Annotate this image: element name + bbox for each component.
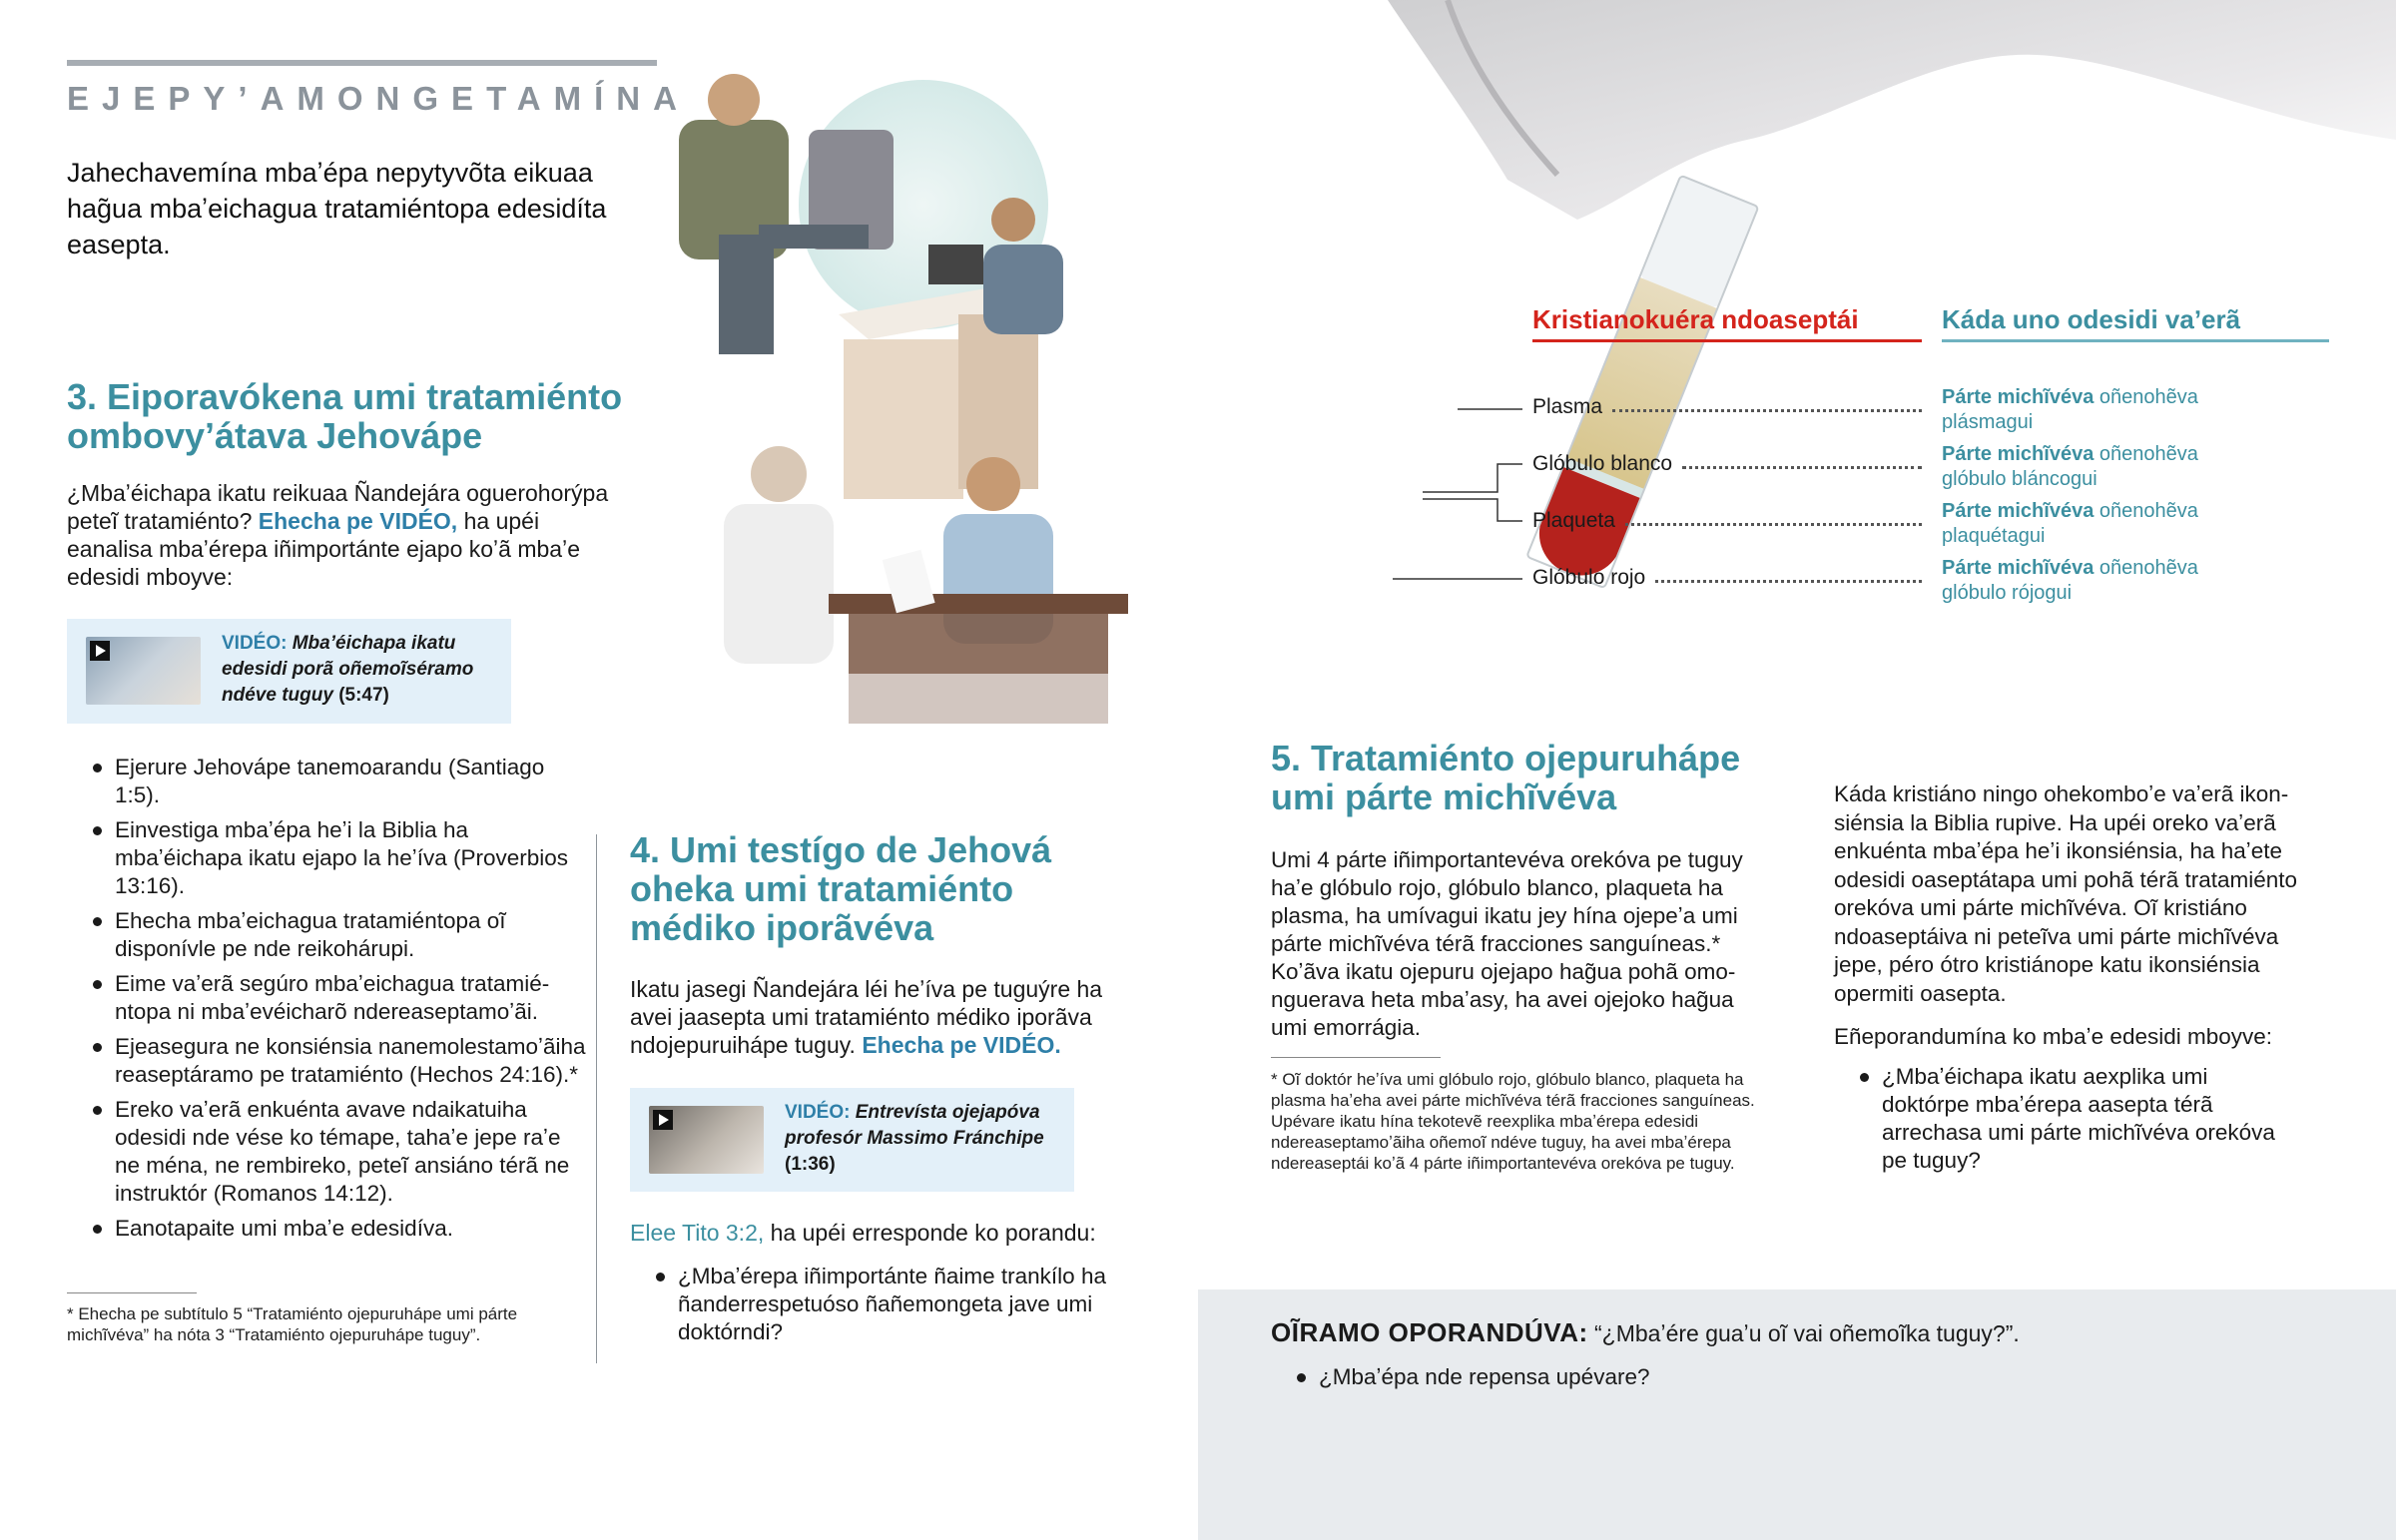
list-item: Ejeasegura ne konsiénsia nanemolestamoʼãiha reaseptáramo pe tratamiénto (Hechos 24:16).* <box>67 1033 586 1089</box>
video-title: Mbaʼéichapa ikatu edesidi porã oñemoĩséramo ndéve tuguy <box>222 633 474 706</box>
list-item: ¿Mbaʼérepa iñimportánte ñaime trankílo ha ñanderrespetuóso ñañemongeta jave umi doktórndi? <box>630 1263 1109 1346</box>
list-item: Ehecha mbaʼeichagua tratamiéntopa oĩ disponívle pe nde reikohárupi. <box>67 907 586 963</box>
watch-video-link[interactable]: Ehecha pe VIDÉO. <box>862 1032 1061 1058</box>
watch-video-link[interactable]: Ehecha pe VIDÉO, <box>258 508 458 534</box>
video-caption: VIDÉO: Entrevísta ojejapóva profesór Massimo Fránchipe (1:36) <box>785 1102 1044 1175</box>
video-duration: (1:36) <box>785 1154 836 1175</box>
component-row <box>1532 395 1922 419</box>
list-item: Eanotapaite umi mbaʼe edesidíva. <box>67 1215 586 1243</box>
component-row <box>1532 452 1922 476</box>
question-list <box>630 1263 1109 1353</box>
list-item: Ereko vaʼerã enkuénta avave ndaikatuiha odesidi nde vése ko témape, tahaʼe jepe raʼe ne ména, ne rembireko, peteĩ ansiáno térã ne instruktór (Romanos 14:12). <box>67 1096 586 1208</box>
footnote: * Oĩ doktór heʼíva umi glóbulo rojo, glóbulo blanco, plaqueta ha plasma haʼeha avei párte michĩvéva térã fracciones sanguíneas. Upévare ikatu hína tekotevẽ reexplika mbaʼérepa edesidi ndereaseptamoʼãiha oñemoĩ ndéve tuguy, ha avei mbaʼérepa ndereaseptái koʼã 4 párte iñimportantevéva orekóva pe tuguy. <box>1271 1070 1755 1173</box>
choice-cell: Párte michĩvéva oñenohẽva plaquétagui <box>1942 500 2198 547</box>
self-question-prompt: Eñeporandumína ko mbaʼe edesidi mboyve: <box>1834 1024 2273 1049</box>
section-4-heading: 4. Umi testígo de Jehová oheka umi tratamiénto médiko iporãvéva <box>630 829 1052 948</box>
choice-cell: Párte michĩvéva oñenohẽva glóbulo rójogui <box>1942 557 2198 604</box>
play-icon[interactable] <box>653 1110 673 1130</box>
video-thumbnail[interactable] <box>86 637 201 705</box>
section-3-heading: 3. Eiporavókena umi tratamiénto ombovyʼátava Jehovápe <box>67 376 623 456</box>
kicker-title: EJEPY’AMONGETAMÍNA <box>67 80 690 117</box>
table-header-not-accepted: Kristianokuéra ndoaseptái <box>1532 304 1859 334</box>
table-header-rule <box>1532 339 1922 342</box>
choice-cell: Párte michĩvéva oñenohẽva plásmagui <box>1942 386 2198 433</box>
section-5-paragraph: Umi 4 párte iñimportantevéva orekóva pe tuguy haʼe glóbulo rojo, glóbulo blanco, plaqueta ha plasma, ha umívagui ikatu jey hína ojepeʼa umi párte michĩvéva térã fracciones sanguíneas.* Koʼãva ikatu ojepuru ojejapo hag̃ua pohã omonguerava heta mbaʼasy, ha avei ojejoko hag̃ua umi emorrágia. <box>1271 847 1743 1040</box>
question-box-prompt: OĨRAMO OPORANDÚVA: “¿Mbaʼére guaʼu oĩ vai oñemoĩka tuguy?”. <box>1271 1317 2020 1347</box>
top-rule <box>67 60 657 66</box>
list-item: ¿Mbaʼépa nde repensa upévare? <box>1271 1363 1970 1391</box>
section-5-heading: 5. Tratamiénto ojepuruhápe umi párte michĩvéva <box>1271 738 1741 817</box>
question-box-label: OĨRAMO OPORANDÚVA: <box>1271 1317 1588 1347</box>
component-label: Plaqueta <box>1532 509 1615 532</box>
component-row <box>1532 566 1922 590</box>
list-item: Einvestiga mbaʼépa heʼi la Biblia ha mbaʼéichapa ikatu ejapo la heʼíva (Proverbios 13:16). <box>67 816 586 900</box>
intro-text: Jahechavemína mbaʼépa nepytyvõta eikuaa hag̃ua mbaʼeichagua tratamiéntopa edesidíta easepta. <box>67 158 607 259</box>
component-label: Glóbulo rojo <box>1532 566 1646 589</box>
conscience-paragraph: Káda kristiáno ningo ohekomboʼe vaʼerã ikonsiénsia la Biblia rupive. Ha upéi oreko vaʼerã enkuénta mbaʼépa heʼi ikonsiénsia, ha haʼete odesidi oaseptátapa umi pohã térã tratamiénto orekóva umi párte michĩvéva. Oĩ kristiáno ndoaseptáiva ni peteĩva umi párte michĩvéva jepe, péro ótro kristiánope katu ikonsiénsia opermiti oasepta. <box>1834 781 2298 1006</box>
list-item: Eime vaʼerã segúro mbaʼeichagua tratamiéntopa ni mbaʼevéicharõ ndereaseptamoʼãi. <box>67 970 586 1026</box>
video-card-decision[interactable] <box>67 619 511 724</box>
scripture-reference-link[interactable]: Elee Tito 3:2, <box>630 1220 765 1246</box>
component-row <box>1532 509 1922 533</box>
component-label: Plasma <box>1532 395 1603 418</box>
table-header-personal-decision: Káda uno odesidi vaʼerã <box>1942 304 2241 334</box>
video-thumbnail[interactable] <box>649 1106 764 1174</box>
play-icon[interactable] <box>90 641 110 661</box>
section-4-paragraph: Ikatu jasegi Ñandejára léi heʼíva pe tuguýre ha avei jaasepta umi tratamiénto médiko iporãva ndojepuruihápe tuguy. Ehecha pe VIDÉO. <box>630 976 1103 1058</box>
scripture-prompt: Elee Tito 3:2, ha upéi erresponde ko porandu: <box>630 1220 1096 1246</box>
component-label: Glóbulo blanco <box>1532 452 1673 475</box>
video-card-interview[interactable] <box>630 1088 1074 1192</box>
footnote: * Ehecha pe subtítulo 5 “Tratamiénto ojepuruhápe umi párte michĩvéva” ha nóta 3 “Tratamiénto ojepuruhápe tuguy”. <box>67 1304 518 1344</box>
video-caption: VIDÉO: Mbaʼéichapa ikatu edesidi porã oñemoĩséramo ndéve tuguy (5:47) <box>222 633 474 706</box>
column-divider <box>596 834 597 1363</box>
question-box-list <box>1271 1363 1970 1398</box>
video-duration: (5:47) <box>338 685 389 706</box>
section-3-paragraph: ¿Mbaʼéichapa ikatu reikuaa Ñandejára oguerohorýpa peteĩ tratamiénto? Ehecha pe VIDÉO, ha upéi eanalisa mbaʼérepa iñimportánte ejapo koʼã mbaʼe edesidi mboyve: <box>67 480 609 590</box>
choice-cell: Párte michĩvéva oñenohẽva glóbulo bláncogui <box>1942 443 2198 490</box>
list-item: ¿Mbaʼéichapa ikatu aexplika umi doktórpe mbaʼérepa aasepta térã arrechasa umi párte michĩvéva orekóva pe tuguy? <box>1834 1063 2293 1175</box>
footnote-rule <box>67 1292 197 1293</box>
list-item: Ejerure Jehovápe tanemoarandu (Santiago 1:5). <box>67 754 586 809</box>
self-question-list <box>1834 1063 2293 1182</box>
footnote-rule <box>1271 1057 1441 1058</box>
steps-list <box>67 754 586 1250</box>
table-header-rule <box>1942 339 2329 342</box>
video-title: Entrevísta ojejapóva profesór Massimo Fránchipe <box>785 1102 1044 1149</box>
illustration-doctor-consultation <box>639 55 1158 734</box>
